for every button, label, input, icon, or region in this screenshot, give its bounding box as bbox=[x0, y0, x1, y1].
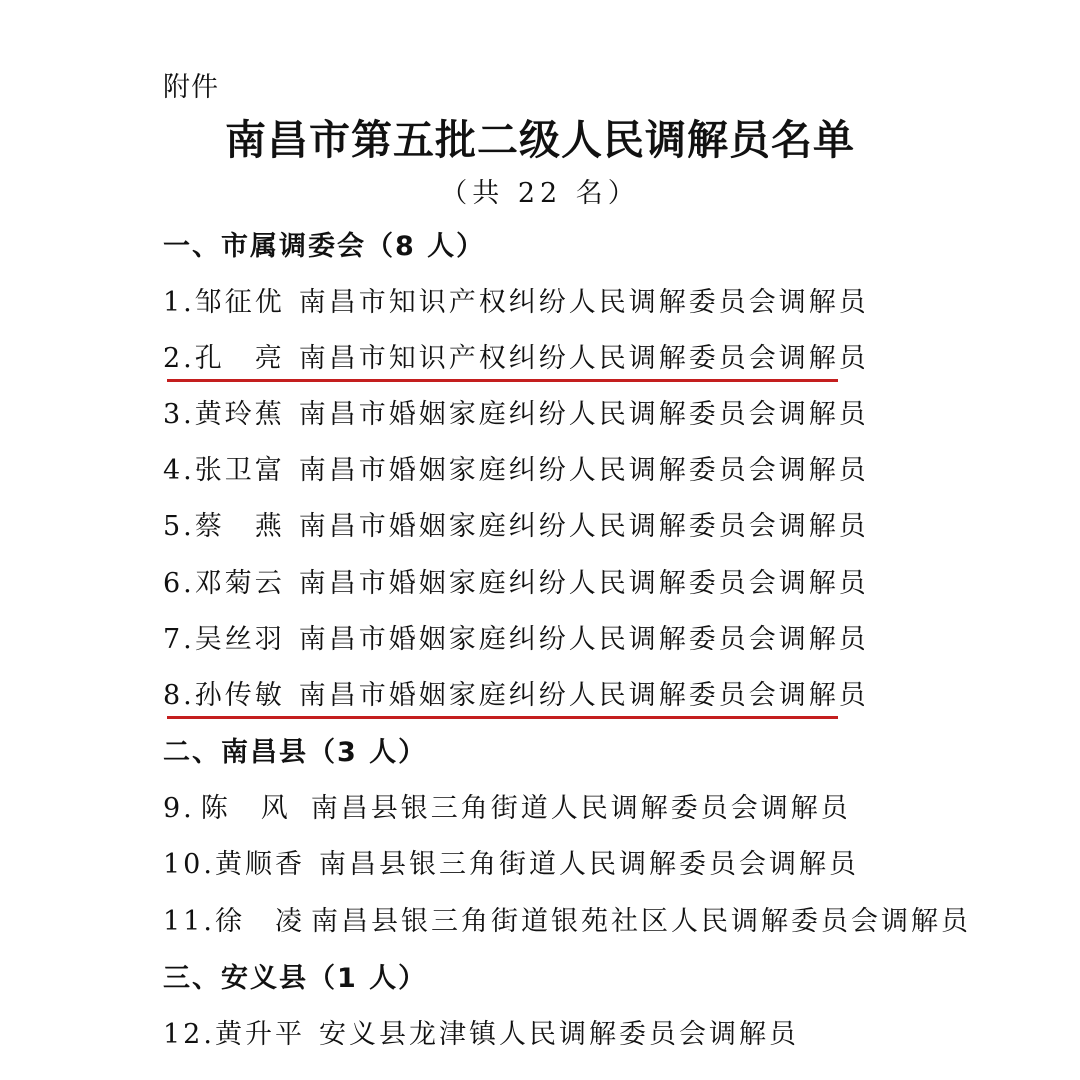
entry-organization: 南昌市知识产权纠纷人民调解委员会调解员 bbox=[298, 287, 869, 318]
section-heading-city: 一、市属调委会（8 人） bbox=[163, 231, 486, 262]
entry-organization: 南昌市知识产权纠纷人民调解委员会调解员 bbox=[298, 343, 869, 374]
entry-number: 12. bbox=[163, 1019, 215, 1050]
list-item bbox=[163, 397, 869, 433]
entry-name: 邹征优 bbox=[194, 287, 285, 318]
entry-name: 邓菊云 bbox=[194, 568, 285, 599]
red-underline bbox=[167, 379, 838, 382]
entry-name: 吴丝羽 bbox=[194, 624, 285, 655]
entry-organization: 南昌市婚姻家庭纠纷人民调解委员会调解员 bbox=[298, 624, 869, 655]
entry-number: 4. bbox=[163, 455, 195, 486]
entry-number: 3. bbox=[163, 399, 195, 430]
attachment-label: 附件 bbox=[163, 72, 219, 103]
entry-organization: 南昌市婚姻家庭纠纷人民调解委员会调解员 bbox=[298, 680, 869, 711]
entry-organization: 南昌市婚姻家庭纠纷人民调解委员会调解员 bbox=[298, 568, 869, 599]
section-heading-nanchang-county: 二、南昌县（3 人） bbox=[163, 737, 428, 768]
entry-organization: 南昌市婚姻家庭纠纷人民调解委员会调解员 bbox=[298, 455, 869, 486]
list-item bbox=[163, 453, 869, 489]
entry-name: 孙传敏 bbox=[194, 680, 285, 711]
list-item bbox=[163, 678, 869, 714]
document-subtitle: （共 22 名） bbox=[440, 178, 640, 209]
entry-number: 6. bbox=[163, 568, 195, 599]
entry-number: 9. bbox=[163, 793, 195, 824]
entry-organization: 安义县龙津镇人民调解委员会调解员 bbox=[318, 1019, 799, 1050]
entry-number: 2. bbox=[163, 343, 195, 374]
section-heading-anyi-county: 三、安义县（1 人） bbox=[163, 963, 428, 994]
entry-organization: 南昌市婚姻家庭纠纷人民调解委员会调解员 bbox=[298, 399, 869, 430]
entry-organization: 南昌县银三角街道人民调解委员会调解员 bbox=[318, 849, 859, 880]
entry-organization: 南昌县银三角街道银苑社区人民调解委员会调解员 bbox=[310, 906, 971, 937]
entry-name: 张卫富 bbox=[194, 455, 285, 486]
list-item bbox=[163, 622, 869, 658]
list-item bbox=[163, 566, 869, 602]
entry-name: 黄顺香 bbox=[214, 849, 305, 880]
entry-name: 徐 凌 bbox=[214, 906, 305, 937]
document-title: 南昌市第五批二级人民调解员名单 bbox=[225, 116, 855, 164]
list-item bbox=[163, 341, 869, 377]
list-item bbox=[163, 285, 869, 321]
entry-name: 黄玲蕉 bbox=[194, 399, 285, 430]
entry-organization: 南昌市婚姻家庭纠纷人民调解委员会调解员 bbox=[298, 511, 869, 542]
list-item bbox=[163, 1017, 799, 1053]
entry-name: 陈 风 bbox=[200, 793, 291, 824]
list-item bbox=[163, 509, 869, 545]
entry-number: 5. bbox=[163, 511, 195, 542]
entry-name: 黄升平 bbox=[214, 1019, 305, 1050]
entry-number: 7. bbox=[163, 624, 195, 655]
entry-organization: 南昌县银三角街道人民调解委员会调解员 bbox=[310, 793, 851, 824]
list-item bbox=[163, 847, 859, 883]
entry-number: 10. bbox=[163, 849, 215, 880]
list-item bbox=[163, 791, 851, 827]
entry-number: 8. bbox=[163, 680, 195, 711]
entry-name: 孔 亮 bbox=[194, 343, 285, 374]
list-item bbox=[163, 904, 971, 940]
entry-name: 蔡 燕 bbox=[194, 511, 285, 542]
entry-number: 1. bbox=[163, 287, 195, 318]
red-underline bbox=[167, 716, 838, 719]
entry-number: 11. bbox=[163, 906, 215, 937]
